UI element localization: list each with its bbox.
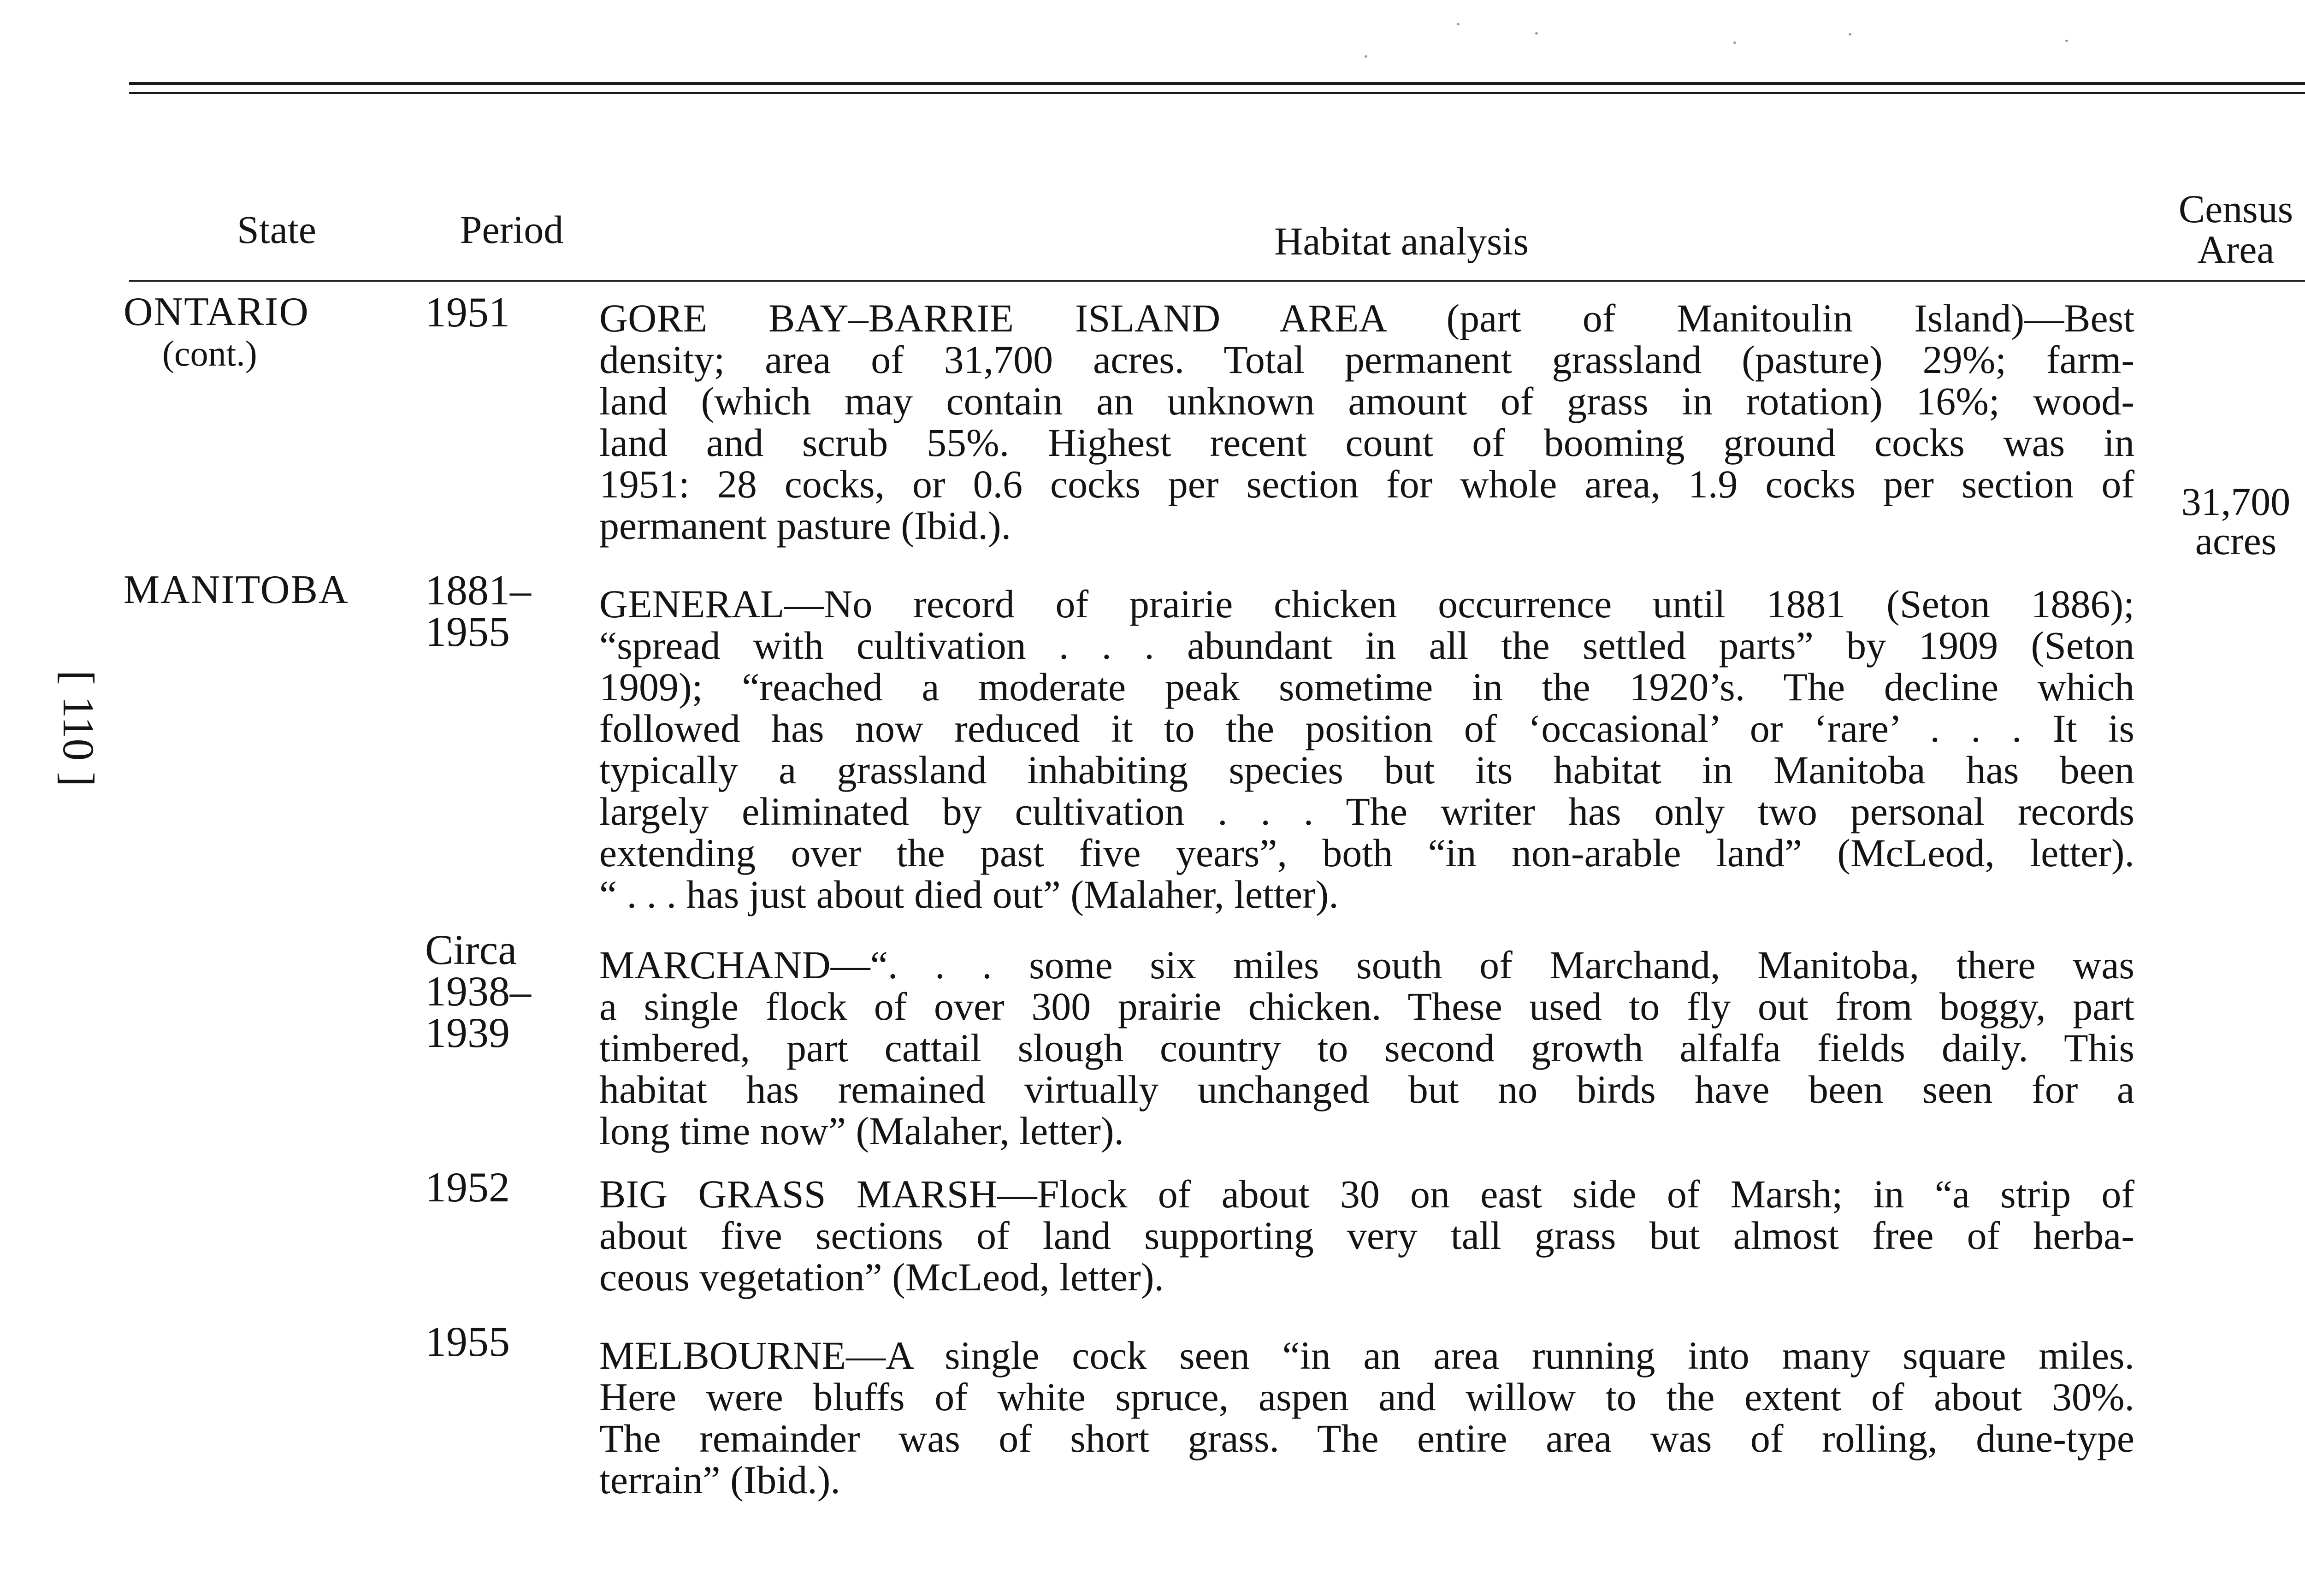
paragraph-line: about five sections of land supporting very tall grass but almost free of herba- <box>599 1213 2134 1258</box>
habitat-paragraph <box>599 1335 2134 1501</box>
paragraph-line: ceous vegetation” (McLeod, letter). <box>599 1255 1164 1299</box>
paragraph-line: BIG GRASS MARSH—Flock of about 30 on east side of Marsh; in “a strip of <box>599 1172 2134 1216</box>
paragraph-line: extending over the past five years”, both “in non-arable land” (McLeod, letter). <box>599 831 2134 875</box>
period-line: Circa <box>425 926 517 973</box>
paragraph-line: permanent pasture (Ibid.). <box>599 503 1011 548</box>
period: 1955 <box>425 1318 510 1365</box>
paragraph-line: GORE BAY–BARRIE ISLAND AREA (part of Manitoulin Island)—Best <box>599 296 2134 340</box>
scan-speck <box>1535 32 1538 35</box>
header-period: Period <box>460 207 564 252</box>
paragraph-line: The remainder was of short grass. The entire area was of rolling, dune-type <box>599 1416 2134 1460</box>
state-name: MANITOBA <box>124 567 349 612</box>
top-rule <box>129 82 2305 85</box>
paragraph-line: density; area of 31,700 acres. Total permanent grassland (pasture) 29%; farm- <box>599 337 2134 382</box>
paragraph-line: timbered, part cattail slough country to second growth alfalfa fields daily. This <box>599 1026 2134 1070</box>
census-area-unit: acres <box>2195 519 2277 563</box>
habitat-paragraph <box>599 583 2134 915</box>
paragraph-line: habitat has remained virtually unchanged but no birds have been seen for a <box>599 1067 2134 1111</box>
period-line: 1881– <box>425 567 531 614</box>
header-habitat: Habitat analysis <box>1274 219 1529 263</box>
period-line: 1938– <box>425 968 531 1015</box>
period: 1951 <box>425 289 510 336</box>
habitat-paragraph <box>599 944 2134 1152</box>
paragraph-line: terrain” (Ibid.). <box>599 1458 840 1502</box>
scan-speck <box>1365 55 1367 58</box>
paragraph-line: typically a grassland inhabiting species but its habitat in Manitoba has been <box>599 748 2134 792</box>
paragraph-line: “spread with cultivation . . . abundant in all the settled parts” by 1909 (Seton <box>599 623 2134 668</box>
habitat-paragraph <box>599 297 2134 546</box>
paragraph-line: land (which may contain an unknown amount of grass in rotation) 16%; wood- <box>599 379 2134 423</box>
paragraph-line: “ . . . has just about died out” (Malaher, letter). <box>599 872 1339 916</box>
paragraph-line: MARCHAND—“. . . some six miles south of Marchand, Manitoba, there was <box>599 943 2134 987</box>
state-name: ONTARIO <box>124 290 309 334</box>
habitat-paragraph <box>599 1173 2134 1298</box>
census-area-value: 31,700 <box>2181 479 2291 524</box>
paragraph-line: MELBOURNE—A single cock seen “in an area running into many square miles. <box>599 1333 2134 1377</box>
scan-speck <box>1849 33 1851 35</box>
page-number: [ 110 ] <box>54 670 103 787</box>
paragraph-line: long time now” (Malaher, letter). <box>599 1109 1124 1153</box>
paragraph-line: 1909); “reached a moderate peak sometime in the 1920’s. The decline which <box>599 665 2134 709</box>
paragraph-line: followed has now reduced it to the position of ‘occasional’ or ‘rare’ . . . It is <box>599 706 2134 751</box>
header-census-area-1: Census <box>2178 187 2293 231</box>
paragraph-line: GENERAL—No record of prairie chicken occurrence until 1881 (Seton 1886); <box>599 582 2134 626</box>
paragraph-line: a single flock of over 300 prairie chicken. These used to fly out from boggy, part <box>599 984 2134 1029</box>
scan-speck <box>2065 40 2068 42</box>
header-state: State <box>237 207 316 252</box>
period-line: 1939 <box>425 1009 510 1056</box>
paragraph-line: largely eliminated by cultivation . . . The writer has only two personal records <box>599 789 2134 833</box>
scan-speck <box>1733 41 1736 44</box>
scan-speck <box>1457 23 1460 25</box>
paragraph-line: land and scrub 55%. Highest recent count of booming ground cocks was in <box>599 420 2134 465</box>
period: 1952 <box>425 1164 510 1211</box>
paragraph-line: Here were bluffs of white spruce, aspen and willow to the extent of about 30%. <box>599 1375 2134 1419</box>
state-note: (cont.) <box>162 333 257 373</box>
period-line: 1955 <box>425 608 510 655</box>
top-rule-thin <box>129 92 2305 94</box>
header-census-area-2: Area <box>2197 227 2275 272</box>
paragraph-line: 1951: 28 cocks, or 0.6 cocks per section for whole area, 1.9 cocks per section of <box>599 462 2134 506</box>
header-rule <box>129 280 2305 282</box>
